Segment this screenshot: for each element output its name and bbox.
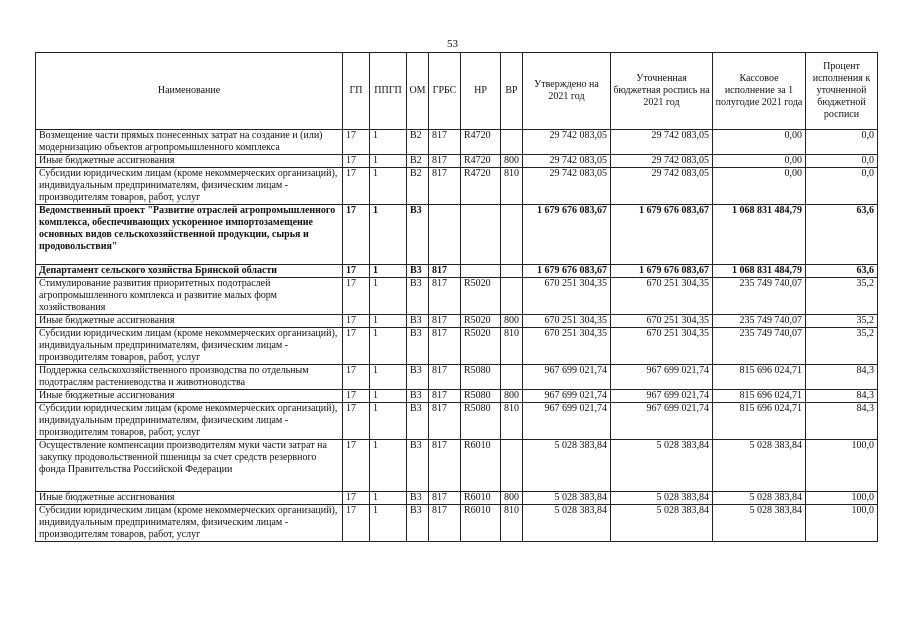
- cell-refined: 1 679 676 083,67: [611, 265, 713, 278]
- cell-ppgp: 1: [370, 155, 407, 168]
- cell-ppgp: 1: [370, 205, 407, 265]
- cell-cash: 235 749 740,07: [713, 278, 806, 315]
- table-row: [36, 168, 878, 205]
- cell-np: R4720: [461, 130, 501, 155]
- cell-cash: 5 028 383,84: [713, 505, 806, 542]
- table-row: [36, 403, 878, 440]
- col-approved-header: Утверждено на 2021 год: [523, 53, 611, 130]
- cell-cash: 0,00: [713, 130, 806, 155]
- cell-vr: [501, 278, 523, 315]
- table-row: [36, 278, 878, 315]
- cell-name: Субсидии юридическим лицам (кроме некоммерческих организаций), индивидуальным предпринимателям, физическим лицам - производителям товаров, работ, услуг: [36, 505, 343, 542]
- cell-np: R5080: [461, 403, 501, 440]
- table-row: [36, 328, 878, 365]
- cell-grbs: 817: [429, 315, 461, 328]
- cell-gp: 17: [343, 365, 370, 390]
- cell-approved: 670 251 304,35: [523, 328, 611, 365]
- cell-approved: 967 699 021,74: [523, 390, 611, 403]
- table-row: [36, 265, 878, 278]
- table-row: [36, 315, 878, 328]
- cell-percent: 84,3: [806, 365, 878, 390]
- table-header-row: [36, 53, 878, 130]
- cell-cash: 1 068 831 484,79: [713, 205, 806, 265]
- cell-om: В2: [407, 168, 429, 205]
- cell-gp: 17: [343, 492, 370, 505]
- cell-grbs: 817: [429, 365, 461, 390]
- cell-om: В3: [407, 328, 429, 365]
- cell-name: Субсидии юридическим лицам (кроме некоммерческих организаций), индивидуальным предпринимателям, физическим лицам - производителям товаров, работ, услуг: [36, 403, 343, 440]
- cell-vr: 800: [501, 315, 523, 328]
- cell-name: Иные бюджетные ассигнования: [36, 492, 343, 505]
- cell-name: Стимулирование развития приоритетных подотраслей агропромышленного комплекса и развитие малых форм хозяйствования: [36, 278, 343, 315]
- cell-gp: 17: [343, 390, 370, 403]
- cell-grbs: 817: [429, 403, 461, 440]
- cell-np: R5080: [461, 390, 501, 403]
- table-row: [36, 390, 878, 403]
- cell-percent: 63,6: [806, 265, 878, 278]
- cell-refined: 967 699 021,74: [611, 365, 713, 390]
- cell-name: Субсидии юридическим лицам (кроме некоммерческих организаций), индивидуальным предпринимателям, физическим лицам - производителям товаров, работ, услуг: [36, 168, 343, 205]
- cell-approved: 5 028 383,84: [523, 505, 611, 542]
- cell-om: В3: [407, 205, 429, 265]
- cell-refined: 29 742 083,05: [611, 130, 713, 155]
- table-row: [36, 205, 878, 265]
- cell-ppgp: 1: [370, 365, 407, 390]
- cell-approved: 29 742 083,05: [523, 168, 611, 205]
- cell-ppgp: 1: [370, 403, 407, 440]
- cell-percent: 35,2: [806, 328, 878, 365]
- cell-gp: 17: [343, 315, 370, 328]
- cell-name: Осуществление компенсации производителям муки части затрат на закупку продовольственной пшеницы за счет средств резервного фонда Правительства Российской Федерации: [36, 440, 343, 492]
- col-np-header: НР: [461, 53, 501, 130]
- cell-name: Возмещение части прямых понесенных затрат на создание и (или) модернизацию объектов агропромышленного комплекса: [36, 130, 343, 155]
- cell-percent: 100,0: [806, 505, 878, 542]
- cell-gp: 17: [343, 168, 370, 205]
- cell-vr: 810: [501, 168, 523, 205]
- cell-ppgp: 1: [370, 265, 407, 278]
- cell-np: [461, 265, 501, 278]
- cell-gp: 17: [343, 440, 370, 492]
- cell-cash: 5 028 383,84: [713, 492, 806, 505]
- cell-om: В2: [407, 130, 429, 155]
- cell-om: В3: [407, 505, 429, 542]
- cell-name: Ведомственный проект "Развитие отраслей агропромышленного комплекса, обеспечивающих ускоренное импортозамещение основных видов сельскохозяйственной продукции, сырья и продовольствия": [36, 205, 343, 265]
- cell-gp: 17: [343, 130, 370, 155]
- cell-om: В3: [407, 315, 429, 328]
- cell-vr: 800: [501, 492, 523, 505]
- table-row: [36, 505, 878, 542]
- cell-percent: 0,0: [806, 155, 878, 168]
- cell-vr: [501, 130, 523, 155]
- col-om-header: ОМ: [407, 53, 429, 130]
- cell-name: Иные бюджетные ассигнования: [36, 390, 343, 403]
- cell-ppgp: 1: [370, 130, 407, 155]
- cell-percent: 0,0: [806, 130, 878, 155]
- cell-gp: 17: [343, 505, 370, 542]
- cell-np: R4720: [461, 155, 501, 168]
- table-body: [36, 130, 878, 542]
- cell-np: R6010: [461, 440, 501, 492]
- cell-approved: 5 028 383,84: [523, 492, 611, 505]
- cell-vr: 800: [501, 155, 523, 168]
- table-row: [36, 440, 878, 492]
- cell-cash: 815 696 024,71: [713, 390, 806, 403]
- cell-refined: 5 028 383,84: [611, 492, 713, 505]
- cell-ppgp: 1: [370, 505, 407, 542]
- cell-vr: [501, 440, 523, 492]
- cell-grbs: [429, 205, 461, 265]
- cell-cash: 0,00: [713, 155, 806, 168]
- cell-cash: 235 749 740,07: [713, 328, 806, 365]
- cell-grbs: 817: [429, 168, 461, 205]
- cell-ppgp: 1: [370, 278, 407, 315]
- cell-percent: 0,0: [806, 168, 878, 205]
- col-percent-header: Процент исполнения к уточненной бюджетной росписи: [806, 53, 878, 130]
- cell-cash: 1 068 831 484,79: [713, 265, 806, 278]
- col-ppgp-header: ППГП: [370, 53, 407, 130]
- cell-np: R5020: [461, 315, 501, 328]
- col-name-header: Наименование: [36, 53, 343, 130]
- cell-refined: 967 699 021,74: [611, 403, 713, 440]
- cell-percent: 84,3: [806, 390, 878, 403]
- cell-approved: 670 251 304,35: [523, 278, 611, 315]
- cell-refined: 1 679 676 083,67: [611, 205, 713, 265]
- cell-approved: 1 679 676 083,67: [523, 205, 611, 265]
- page-number: 53: [447, 38, 458, 50]
- cell-approved: 967 699 021,74: [523, 365, 611, 390]
- cell-refined: 670 251 304,35: [611, 328, 713, 365]
- cell-grbs: 817: [429, 505, 461, 542]
- cell-gp: 17: [343, 155, 370, 168]
- cell-refined: 29 742 083,05: [611, 168, 713, 205]
- cell-name: Департамент сельского хозяйства Брянской области: [36, 265, 343, 278]
- cell-cash: 0,00: [713, 168, 806, 205]
- cell-name: Иные бюджетные ассигнования: [36, 315, 343, 328]
- cell-percent: 63,6: [806, 205, 878, 265]
- cell-refined: 670 251 304,35: [611, 278, 713, 315]
- cell-approved: 29 742 083,05: [523, 130, 611, 155]
- cell-refined: 5 028 383,84: [611, 505, 713, 542]
- cell-om: В3: [407, 492, 429, 505]
- cell-gp: 17: [343, 328, 370, 365]
- cell-vr: [501, 265, 523, 278]
- cell-ppgp: 1: [370, 440, 407, 492]
- cell-percent: 35,2: [806, 278, 878, 315]
- cell-cash: 815 696 024,71: [713, 403, 806, 440]
- cell-vr: 810: [501, 505, 523, 542]
- cell-ppgp: 1: [370, 390, 407, 403]
- cell-grbs: 817: [429, 390, 461, 403]
- cell-ppgp: 1: [370, 492, 407, 505]
- cell-grbs: 817: [429, 440, 461, 492]
- budget-execution-table: [35, 52, 878, 542]
- cell-gp: 17: [343, 205, 370, 265]
- cell-percent: 35,2: [806, 315, 878, 328]
- cell-percent: 84,3: [806, 403, 878, 440]
- cell-np: R5020: [461, 328, 501, 365]
- col-vr-header: ВР: [501, 53, 523, 130]
- col-gp-header: ГП: [343, 53, 370, 130]
- cell-name: Иные бюджетные ассигнования: [36, 155, 343, 168]
- cell-grbs: 817: [429, 130, 461, 155]
- cell-grbs: 817: [429, 328, 461, 365]
- cell-om: В3: [407, 440, 429, 492]
- cell-np: R6010: [461, 505, 501, 542]
- cell-approved: 5 028 383,84: [523, 440, 611, 492]
- cell-gp: 17: [343, 278, 370, 315]
- cell-percent: 100,0: [806, 492, 878, 505]
- cell-ppgp: 1: [370, 315, 407, 328]
- cell-grbs: 817: [429, 155, 461, 168]
- cell-om: В3: [407, 278, 429, 315]
- cell-vr: [501, 365, 523, 390]
- cell-ppgp: 1: [370, 328, 407, 365]
- cell-vr: 800: [501, 390, 523, 403]
- cell-gp: 17: [343, 265, 370, 278]
- table-row: [36, 365, 878, 390]
- cell-grbs: 817: [429, 265, 461, 278]
- cell-approved: 967 699 021,74: [523, 403, 611, 440]
- cell-name: Субсидии юридическим лицам (кроме некоммерческих организаций), индивидуальным предпринимателям, физическим лицам - производителям товаров, работ, услуг: [36, 328, 343, 365]
- cell-vr: 810: [501, 328, 523, 365]
- cell-approved: 29 742 083,05: [523, 155, 611, 168]
- table-row: [36, 492, 878, 505]
- col-cash-header: Кассовое исполнение за 1 полугодие 2021 года: [713, 53, 806, 130]
- cell-vr: 810: [501, 403, 523, 440]
- cell-om: В2: [407, 155, 429, 168]
- col-grbs-header: ГРБС: [429, 53, 461, 130]
- cell-approved: 670 251 304,35: [523, 315, 611, 328]
- table-row: [36, 130, 878, 155]
- cell-np: R4720: [461, 168, 501, 205]
- cell-grbs: 817: [429, 492, 461, 505]
- cell-np: [461, 205, 501, 265]
- cell-np: R5080: [461, 365, 501, 390]
- cell-cash: 235 749 740,07: [713, 315, 806, 328]
- cell-approved: 1 679 676 083,67: [523, 265, 611, 278]
- cell-np: R5020: [461, 278, 501, 315]
- cell-vr: [501, 205, 523, 265]
- cell-gp: 17: [343, 403, 370, 440]
- cell-om: В3: [407, 365, 429, 390]
- cell-cash: 815 696 024,71: [713, 365, 806, 390]
- cell-om: В3: [407, 403, 429, 440]
- cell-om: В3: [407, 390, 429, 403]
- col-refined-header: Уточненная бюджетная роспись на 2021 год: [611, 53, 713, 130]
- cell-refined: 29 742 083,05: [611, 155, 713, 168]
- cell-name: Поддержка сельскохозяйственного производства по отдельным подотраслям растениеводства и животноводства: [36, 365, 343, 390]
- cell-percent: 100,0: [806, 440, 878, 492]
- cell-refined: 670 251 304,35: [611, 315, 713, 328]
- table-row: [36, 155, 878, 168]
- cell-grbs: 817: [429, 278, 461, 315]
- cell-refined: 967 699 021,74: [611, 390, 713, 403]
- cell-cash: 5 028 383,84: [713, 440, 806, 492]
- cell-np: R6010: [461, 492, 501, 505]
- cell-refined: 5 028 383,84: [611, 440, 713, 492]
- cell-ppgp: 1: [370, 168, 407, 205]
- cell-om: В3: [407, 265, 429, 278]
